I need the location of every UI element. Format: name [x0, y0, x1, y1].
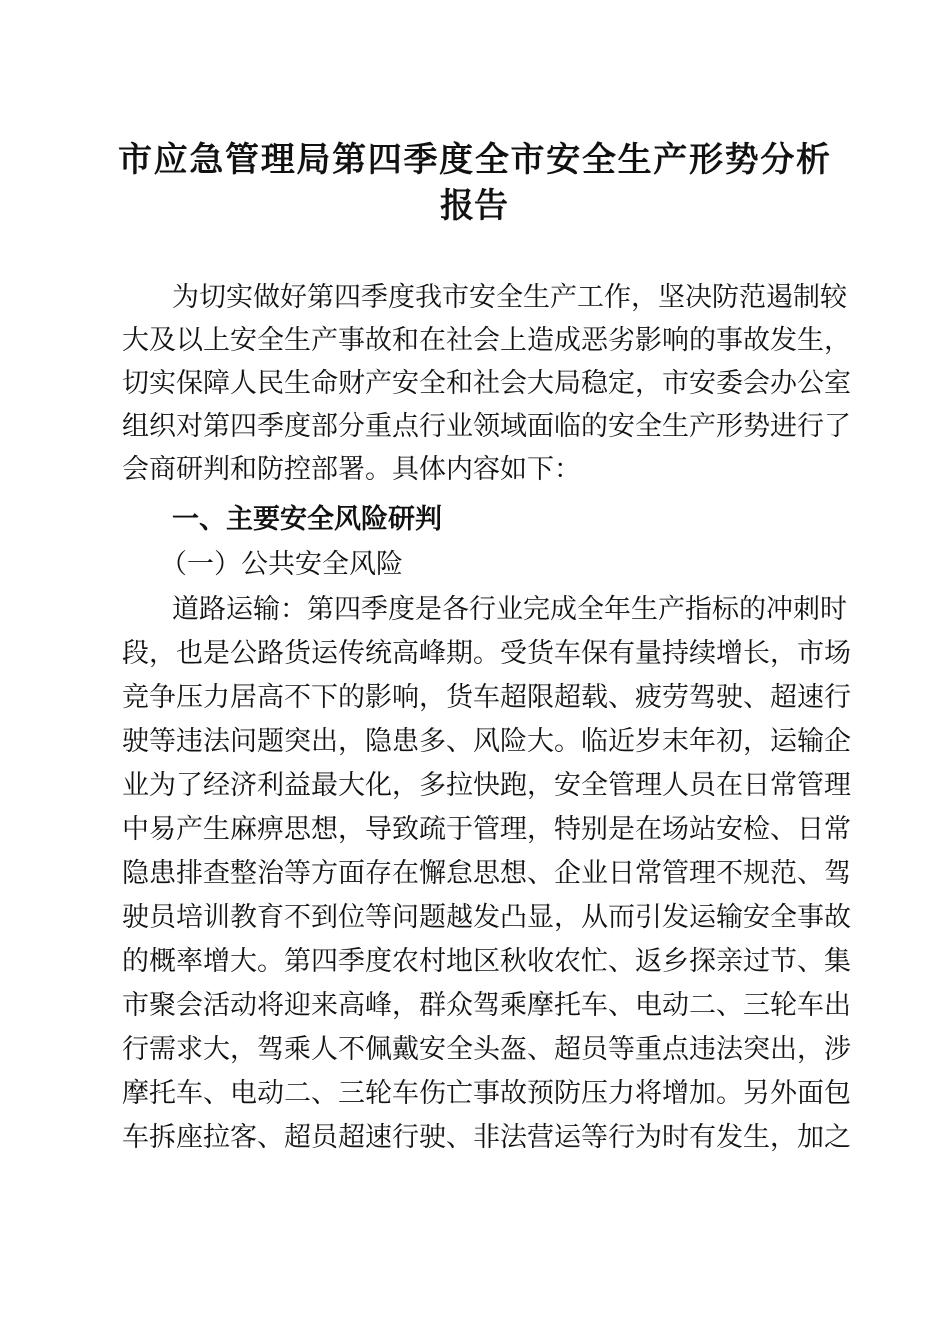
text-line: 段，也是公路货运传统高峰期。受货车保有量持续增长，市场 — [122, 638, 851, 669]
text-line: 车拆座拉客、超员超速行驶、非法营运等行为时有发生，加之 — [122, 1122, 851, 1153]
text-line: 为切实做好第四季度我市安全生产工作，坚决防范遏制较 — [172, 282, 847, 313]
text-line: 切实保障人民生命财产安全和社会大局稳定，市安委会办公室 — [122, 368, 851, 399]
text-line: 会商研判和防控部署。具体内容如下： — [122, 454, 581, 485]
text-line: 的概率增大。第四季度农村地区秋收农忙、返乡探亲过节、集 — [122, 946, 851, 977]
document-title-line-2: 报告 — [440, 186, 508, 226]
document-title-line-1: 市应急管理局第四季度全市安全生产形势分析 — [118, 140, 830, 180]
text-line: 竞争压力居高不下的影响，货车超限超载、疲劳驾驶、超速行 — [122, 682, 851, 713]
text-line: 驶员培训教育不到位等问题越发凸显，从而引发运输安全事故 — [122, 902, 851, 933]
text-line: 中易产生麻痹思想，导致疏于管理，特别是在场站安检、日常 — [122, 814, 851, 845]
text-line: 隐患排查整治等方面存在懈怠思想、企业日常管理不规范、驾 — [122, 858, 851, 889]
text-line: 驶等违法问题突出，隐患多、风险大。临近岁末年初，运输企 — [122, 726, 851, 757]
section-heading: 一、主要安全风险研判 — [172, 504, 442, 535]
text-line: 市聚会活动将迎来高峰，群众驾乘摩托车、电动二、三轮车出 — [122, 990, 851, 1021]
text-line: 大及以上安全生产事故和在社会上造成恶劣影响的事故发生， — [122, 325, 851, 356]
text-line: 组织对第四季度部分重点行业领域面临的安全生产形势进行了 — [122, 411, 851, 442]
text-line: 道路运输：第四季度是各行业完成全年生产指标的冲刺时 — [172, 594, 847, 625]
text-line: 业为了经济利益最大化，多拉快跑，安全管理人员在日常管理 — [122, 770, 851, 801]
subsection-heading: （一）公共安全风险 — [160, 549, 403, 580]
text-line: 行需求大，驾乘人不佩戴安全头盔、超员等重点违法突出，涉 — [122, 1034, 851, 1065]
text-line: 摩托车、电动二、三轮车伤亡事故预防压力将增加。另外面包 — [122, 1078, 851, 1109]
